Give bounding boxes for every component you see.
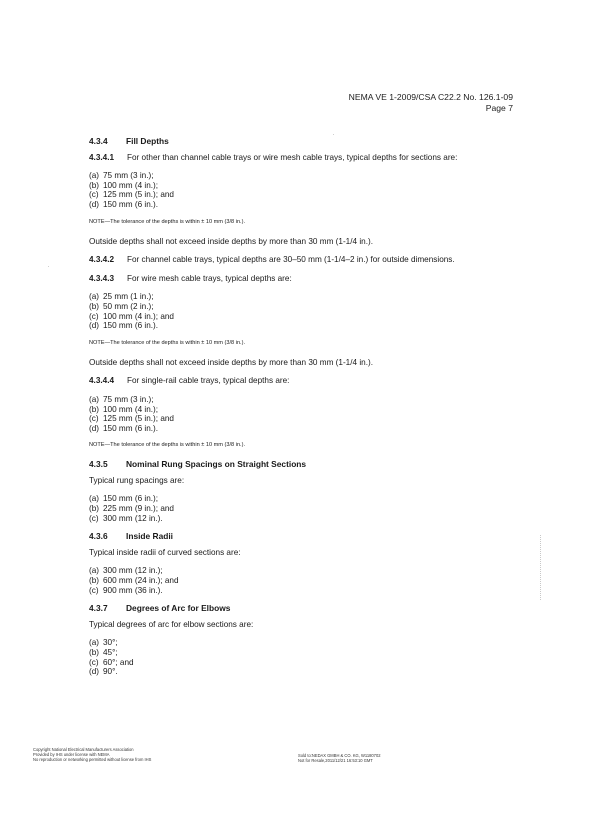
clause-4-3-4-2 [89,255,529,265]
section-number: 4.3.5 [89,459,108,470]
section-heading-elbow-arc [89,604,529,614]
list-item-text: 25 mm (1 in.); [103,292,154,302]
clause-text: For channel cable trays, typical depths are 30–50 mm (1-1/4–2 in.) for outside dimensions. [127,255,455,265]
clause-4-3-4-3 [89,274,529,284]
list-item-text: 30°; [103,638,118,648]
page-number: Page 7 [485,103,513,113]
list-item-text: 150 mm (6 in.). [103,199,159,209]
list-item-text: 900 mm (36 in.). [103,585,163,595]
list-item-label: (d) [89,199,100,209]
list-item-text: 100 mm (4 in.); and [103,311,174,321]
license-footer [298,753,381,763]
list-item-text: 50 mm (2 in.); [103,301,154,311]
list-item-label: (a) [89,171,100,181]
list-item-text: 60°; and [103,657,134,667]
list-item-label: (c) [89,585,99,595]
clause-number: 4.3.4.3 [89,273,115,283]
list-item [89,395,529,405]
list-item-text: 45°; [103,648,118,657]
list-item [89,414,529,424]
list-item-label: (a) [89,638,100,648]
list-item-label: (b) [89,404,100,414]
list-item-label: (a) [89,292,100,302]
list-item [89,494,529,504]
list-item-label: (c) [89,513,99,523]
list-item-text: 300 mm (12 in.); [103,566,163,576]
list-item-text: 150 mm (6 in.); [103,494,159,504]
list-item-label: (a) [89,394,100,404]
footer-line: Not for Resale,2011/12/21 16:53:10 GMT [298,758,373,763]
clause-4-3-4-1 [89,153,529,163]
section-heading-inside-radii [89,532,529,542]
list-item-label: (c) [89,190,99,200]
list-item-text: 125 mm (5 in.); and [103,190,174,200]
copyright-footer [33,747,151,762]
list-item-label: (b) [89,648,100,657]
depth-list-single-rail [89,395,529,433]
section-intro: Typical degrees of arc for elbow sections are: [89,619,254,629]
standard-designation: NEMA VE 1-2009/CSA C22.2 No. 126.1-09 [348,92,513,102]
clause-text: For single-rail cable trays, typical depths are: [127,376,290,386]
list-item [89,648,529,658]
clause-number: 4.3.4.1 [89,152,115,162]
page-header [349,92,513,114]
section-title: Degrees of Arc for Elbows [126,603,231,614]
list-item [89,586,529,596]
section-title: Nominal Rung Spacings on Straight Sections [126,459,307,470]
list-item-text: 75 mm (3 in.); [103,394,154,404]
list-item [89,638,529,648]
list-item-text: 90°. [103,667,118,677]
list-item-text: 600 mm (24 in.); and [103,576,179,586]
section-title: Inside Radii [126,531,174,542]
scan-speck [48,266,49,267]
list-item-text: 300 mm (12 in.). [103,513,163,523]
list-item [89,566,529,576]
list-item [89,658,529,668]
list-item-text: 150 mm (6 in.). [103,321,159,331]
section-intro: Typical rung spacings are: [89,475,185,485]
section-heading-rung-spacings [89,460,529,470]
section-number: 4.3.4 [89,136,108,146]
elbow-arc-list [89,638,529,676]
clause-text: For other than channel cable trays or wire mesh cable trays, typical depths for sections are: [127,152,458,162]
list-item-text: 225 mm (9 in.); and [103,504,174,514]
list-item [89,514,529,524]
section-number: 4.3.7 [89,603,108,614]
list-item-label: (a) [89,494,100,504]
footer-line: No reproduction or networking permitted without license from IHS [33,757,152,762]
outside-depth-paragraph: Outside depths shall not exceed inside depths by more than 30 mm (1-1/4 in.). [89,236,373,246]
footer-line: Copyright National Electrical Manufacturers Association [33,747,134,752]
list-item [89,424,529,434]
tolerance-note: NOTE—The tolerance of the depths is within ± 10 mm (3/8 in.). [89,339,246,346]
list-item-label: (d) [89,667,100,677]
list-item [89,190,529,200]
document-body [89,137,529,686]
list-item-text: 75 mm (3 in.); [103,171,154,181]
list-item-label: (d) [89,321,100,331]
footer-line: Provided by IHS under license with NEMA [33,752,110,757]
list-item-text: 100 mm (4 in.); [103,180,159,190]
list-item-text: 150 mm (6 in.). [103,423,159,433]
section-intro: Typical inside radii of curved sections are: [89,547,241,557]
list-item [89,312,529,322]
tolerance-note: NOTE—The tolerance of the depths is within ± 10 mm (3/8 in.). [89,442,246,449]
section-number: 4.3.6 [89,531,108,542]
list-item-label: (b) [89,180,100,190]
list-item [89,504,529,514]
list-item [89,171,529,181]
list-item-label: (c) [89,311,99,321]
list-item-text: 100 mm (4 in.); [103,404,159,414]
section-title: Fill Depths [126,136,169,146]
list-item [89,302,529,312]
list-item-label: (c) [89,414,99,424]
rung-spacing-list [89,494,529,523]
clause-text: For wire mesh cable trays, typical depths are: [127,273,292,283]
list-item-label: (b) [89,301,100,311]
inside-radii-list [89,566,529,595]
tolerance-note: NOTE—The tolerance of the depths is within ± 10 mm (3/8 in.). [89,218,246,225]
list-item [89,292,529,302]
list-item-label: (b) [89,576,100,586]
scan-speck [333,134,334,135]
list-item-label: (c) [89,657,99,667]
list-item [89,405,529,415]
list-item [89,321,529,331]
section-heading-fill-depths [89,137,529,147]
list-item [89,200,529,210]
footer-line: Sold to:NEDAX GMBH & CO. KG, W1180702 [298,753,381,758]
list-item [89,667,529,677]
list-item-label: (b) [89,504,100,514]
list-item-text: 125 mm (5 in.); and [103,414,174,424]
clause-number: 4.3.4.4 [89,376,115,386]
depth-list-wire-mesh [89,292,529,330]
list-item [89,576,529,586]
scan-artifact [540,535,542,600]
clause-number: 4.3.4.2 [89,255,115,265]
list-item-label: (d) [89,423,100,433]
list-item [89,181,529,191]
clause-4-3-4-4 [89,376,529,386]
outside-depth-paragraph: Outside depths shall not exceed inside depths by more than 30 mm (1-1/4 in.). [89,357,373,367]
depth-list-general [89,171,529,209]
list-item-label: (a) [89,566,100,576]
